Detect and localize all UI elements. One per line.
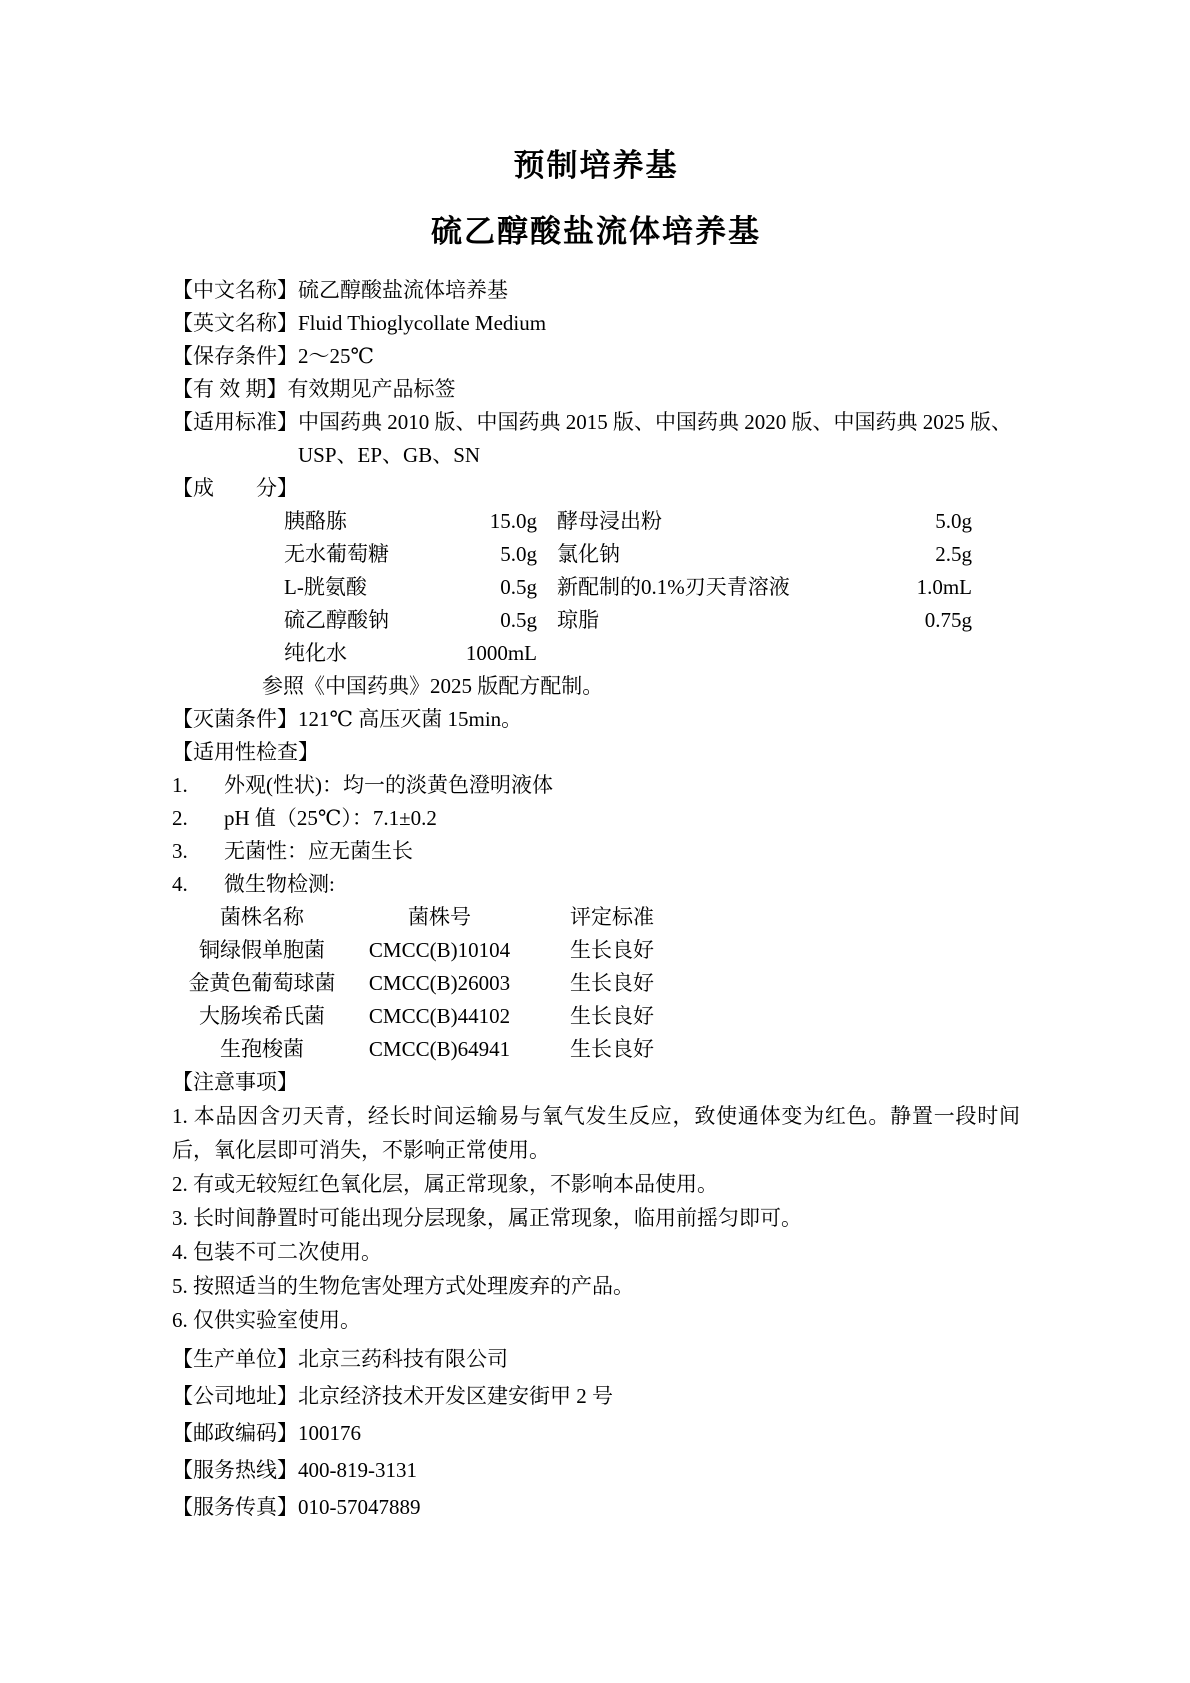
ingredient-name bbox=[537, 637, 882, 670]
field-value: 100176 bbox=[298, 1421, 361, 1445]
ingredient-qty: 1.0mL bbox=[916, 575, 972, 599]
field-storage-condition bbox=[172, 340, 1020, 373]
field-chinese-name bbox=[172, 274, 1020, 307]
footer-fields bbox=[172, 1341, 1020, 1526]
suitability-item-microbial-test bbox=[172, 868, 1020, 901]
standards-continuation: USP、EP、GB、SN bbox=[298, 443, 481, 467]
field-service-fax bbox=[172, 1489, 1020, 1526]
ingredient-qty bbox=[882, 637, 972, 670]
strain-criteria: 生长良好 bbox=[570, 1004, 654, 1028]
item-number: 3. bbox=[172, 839, 188, 863]
strain-name: 金黄色葡萄球菌 bbox=[188, 971, 336, 995]
microbe-table-row bbox=[172, 934, 1020, 967]
field-value: 2～25℃ bbox=[298, 344, 374, 368]
ingredient-name: 酵母浸出粉 bbox=[557, 509, 662, 533]
ingredient-qty: 0.75g bbox=[924, 608, 972, 632]
field-value: 有效期见产品标签 bbox=[287, 377, 456, 401]
composition-table bbox=[172, 505, 1020, 670]
microbe-table-row bbox=[172, 967, 1020, 1000]
field-applicable-standards bbox=[172, 406, 1020, 439]
item-text: 无菌性：应无菌生长 bbox=[224, 839, 413, 863]
field-english-name bbox=[172, 307, 1020, 340]
ingredient-qty: 1000mL bbox=[465, 641, 537, 665]
composition-row bbox=[284, 604, 1020, 637]
strain-number: CMCC(B)44102 bbox=[368, 1004, 511, 1028]
precautions-list bbox=[172, 1099, 1020, 1337]
item-number: 4. bbox=[172, 872, 188, 896]
microbe-table-row bbox=[172, 1033, 1020, 1066]
precaution-item: 6. 仅供实验室使用。 bbox=[172, 1308, 361, 1332]
composition-heading: 【成 分】 bbox=[172, 476, 298, 500]
field-sterilization bbox=[172, 703, 1020, 736]
precautions-heading: 【注意事项】 bbox=[172, 1070, 298, 1094]
ingredient-qty: 5.0g bbox=[935, 509, 972, 533]
strain-number: CMCC(B)26003 bbox=[368, 971, 511, 995]
ingredient-name: L-胱氨酸 bbox=[284, 575, 367, 599]
item-number: 2. bbox=[172, 806, 188, 830]
composition-row bbox=[284, 538, 1020, 571]
precaution-item: 3. 长时间静置时可能出现分层现象，属正常现象，临用前摇匀即可。 bbox=[172, 1206, 802, 1230]
strain-name: 生孢梭菌 bbox=[220, 1037, 304, 1061]
field-service-hotline bbox=[172, 1452, 1020, 1489]
column-header-criteria: 评定标准 bbox=[570, 905, 654, 929]
item-number: 1. bbox=[172, 773, 188, 797]
field-value: 硫乙醇酸盐流体培养基 bbox=[298, 278, 508, 302]
microbe-table bbox=[172, 901, 1020, 1066]
microbe-table-row bbox=[172, 1000, 1020, 1033]
item-text: 外观(性状)：均一的淡黄色澄明液体 bbox=[224, 773, 553, 797]
ingredient-qty: 0.5g bbox=[500, 608, 537, 632]
suitability-heading: 【适用性检查】 bbox=[172, 740, 319, 764]
field-label: 【生产单位】 bbox=[172, 1347, 298, 1371]
field-label: 【中文名称】 bbox=[172, 278, 298, 302]
field-company-address bbox=[172, 1378, 1020, 1415]
precaution-item: 4. 包装不可二次使用。 bbox=[172, 1240, 382, 1264]
field-label: 【公司地址】 bbox=[172, 1384, 298, 1408]
field-value: 中国药典 2010 版、中国药典 2015 版、中国药典 2020 版、中国药典 2025 版、 bbox=[298, 410, 1012, 434]
strain-name: 大肠埃希氏菌 bbox=[199, 1004, 325, 1028]
field-label: 【邮政编码】 bbox=[172, 1421, 298, 1445]
strain-name: 铜绿假单胞菌 bbox=[199, 938, 325, 962]
precaution-item: 2. 有或无较短红色氧化层，属正常现象，不影响本品使用。 bbox=[172, 1172, 718, 1196]
ingredient-name: 硫乙醇酸钠 bbox=[284, 608, 389, 632]
composition-row bbox=[284, 637, 1020, 670]
microbe-table-header bbox=[172, 901, 1020, 934]
field-manufacturer bbox=[172, 1341, 1020, 1378]
field-value: 010-57047889 bbox=[298, 1495, 421, 1519]
document-title: 预制培养基 bbox=[513, 148, 679, 183]
field-label: 【适用标准】 bbox=[172, 410, 298, 434]
composition-row bbox=[284, 505, 1020, 538]
field-label: 【灭菌条件】 bbox=[172, 707, 298, 731]
field-shelf-life bbox=[172, 373, 1020, 406]
field-label: 【英文名称】 bbox=[172, 311, 298, 335]
suitability-list bbox=[172, 769, 1020, 901]
document-subtitle: 硫乙醇酸盐流体培养基 bbox=[431, 214, 761, 249]
ingredient-name: 琼脂 bbox=[557, 608, 599, 632]
item-text: pH 值（25℃）：7.1±0.2 bbox=[224, 806, 437, 830]
field-value: 北京三药科技有限公司 bbox=[298, 1347, 508, 1371]
field-postal-code bbox=[172, 1415, 1020, 1452]
item-text: 微生物检测: bbox=[224, 872, 335, 896]
field-value: 北京经济技术开发区建安街甲 2 号 bbox=[298, 1384, 613, 1408]
column-header-strain-name: 菌株名称 bbox=[220, 905, 304, 929]
strain-criteria: 生长良好 bbox=[570, 1037, 654, 1061]
suitability-item-appearance bbox=[172, 769, 1020, 802]
field-label: 【服务热线】 bbox=[172, 1458, 298, 1482]
field-value: Fluid Thioglycollate Medium bbox=[298, 311, 547, 335]
precaution-item: 5. 按照适当的生物危害处理方式处理废弃的产品。 bbox=[172, 1274, 634, 1298]
suitability-item-sterility bbox=[172, 835, 1020, 868]
suitability-item-ph bbox=[172, 802, 1020, 835]
field-label: 【保存条件】 bbox=[172, 344, 298, 368]
strain-number: CMCC(B)10104 bbox=[368, 938, 511, 962]
ingredient-name: 胰酪胨 bbox=[284, 509, 347, 533]
ingredient-name: 氯化钠 bbox=[557, 542, 620, 566]
field-label: 【服务传真】 bbox=[172, 1495, 298, 1519]
ingredient-qty: 0.5g bbox=[500, 575, 537, 599]
ingredient-name: 新配制的0.1%刃天青溶液 bbox=[557, 575, 790, 599]
strain-criteria: 生长良好 bbox=[570, 971, 654, 995]
column-header-strain-number: 菌株号 bbox=[408, 905, 471, 929]
field-value: 400-819-3131 bbox=[298, 1458, 417, 1482]
strain-criteria: 生长良好 bbox=[570, 938, 654, 962]
field-value: 121℃ 高压灭菌 15min。 bbox=[298, 707, 523, 731]
strain-number: CMCC(B)64941 bbox=[368, 1037, 511, 1061]
composition-note: 参照《中国药典》2025 版配方配制。 bbox=[262, 674, 604, 698]
precaution-item: 1. 本品因含刃天青，经长时间运输易与氧气发生反应，致使通体变为红色。静置一段时间后，氧化层即可消失，不影响正常使用。 bbox=[172, 1104, 1020, 1162]
ingredient-qty: 15.0g bbox=[489, 509, 537, 533]
ingredient-qty: 2.5g bbox=[935, 542, 972, 566]
ingredient-name: 纯化水 bbox=[284, 641, 347, 665]
ingredient-qty: 5.0g bbox=[500, 542, 537, 566]
composition-row bbox=[284, 571, 1020, 604]
ingredient-name: 无水葡萄糖 bbox=[284, 542, 389, 566]
field-label: 【有 效 期】 bbox=[172, 377, 288, 401]
